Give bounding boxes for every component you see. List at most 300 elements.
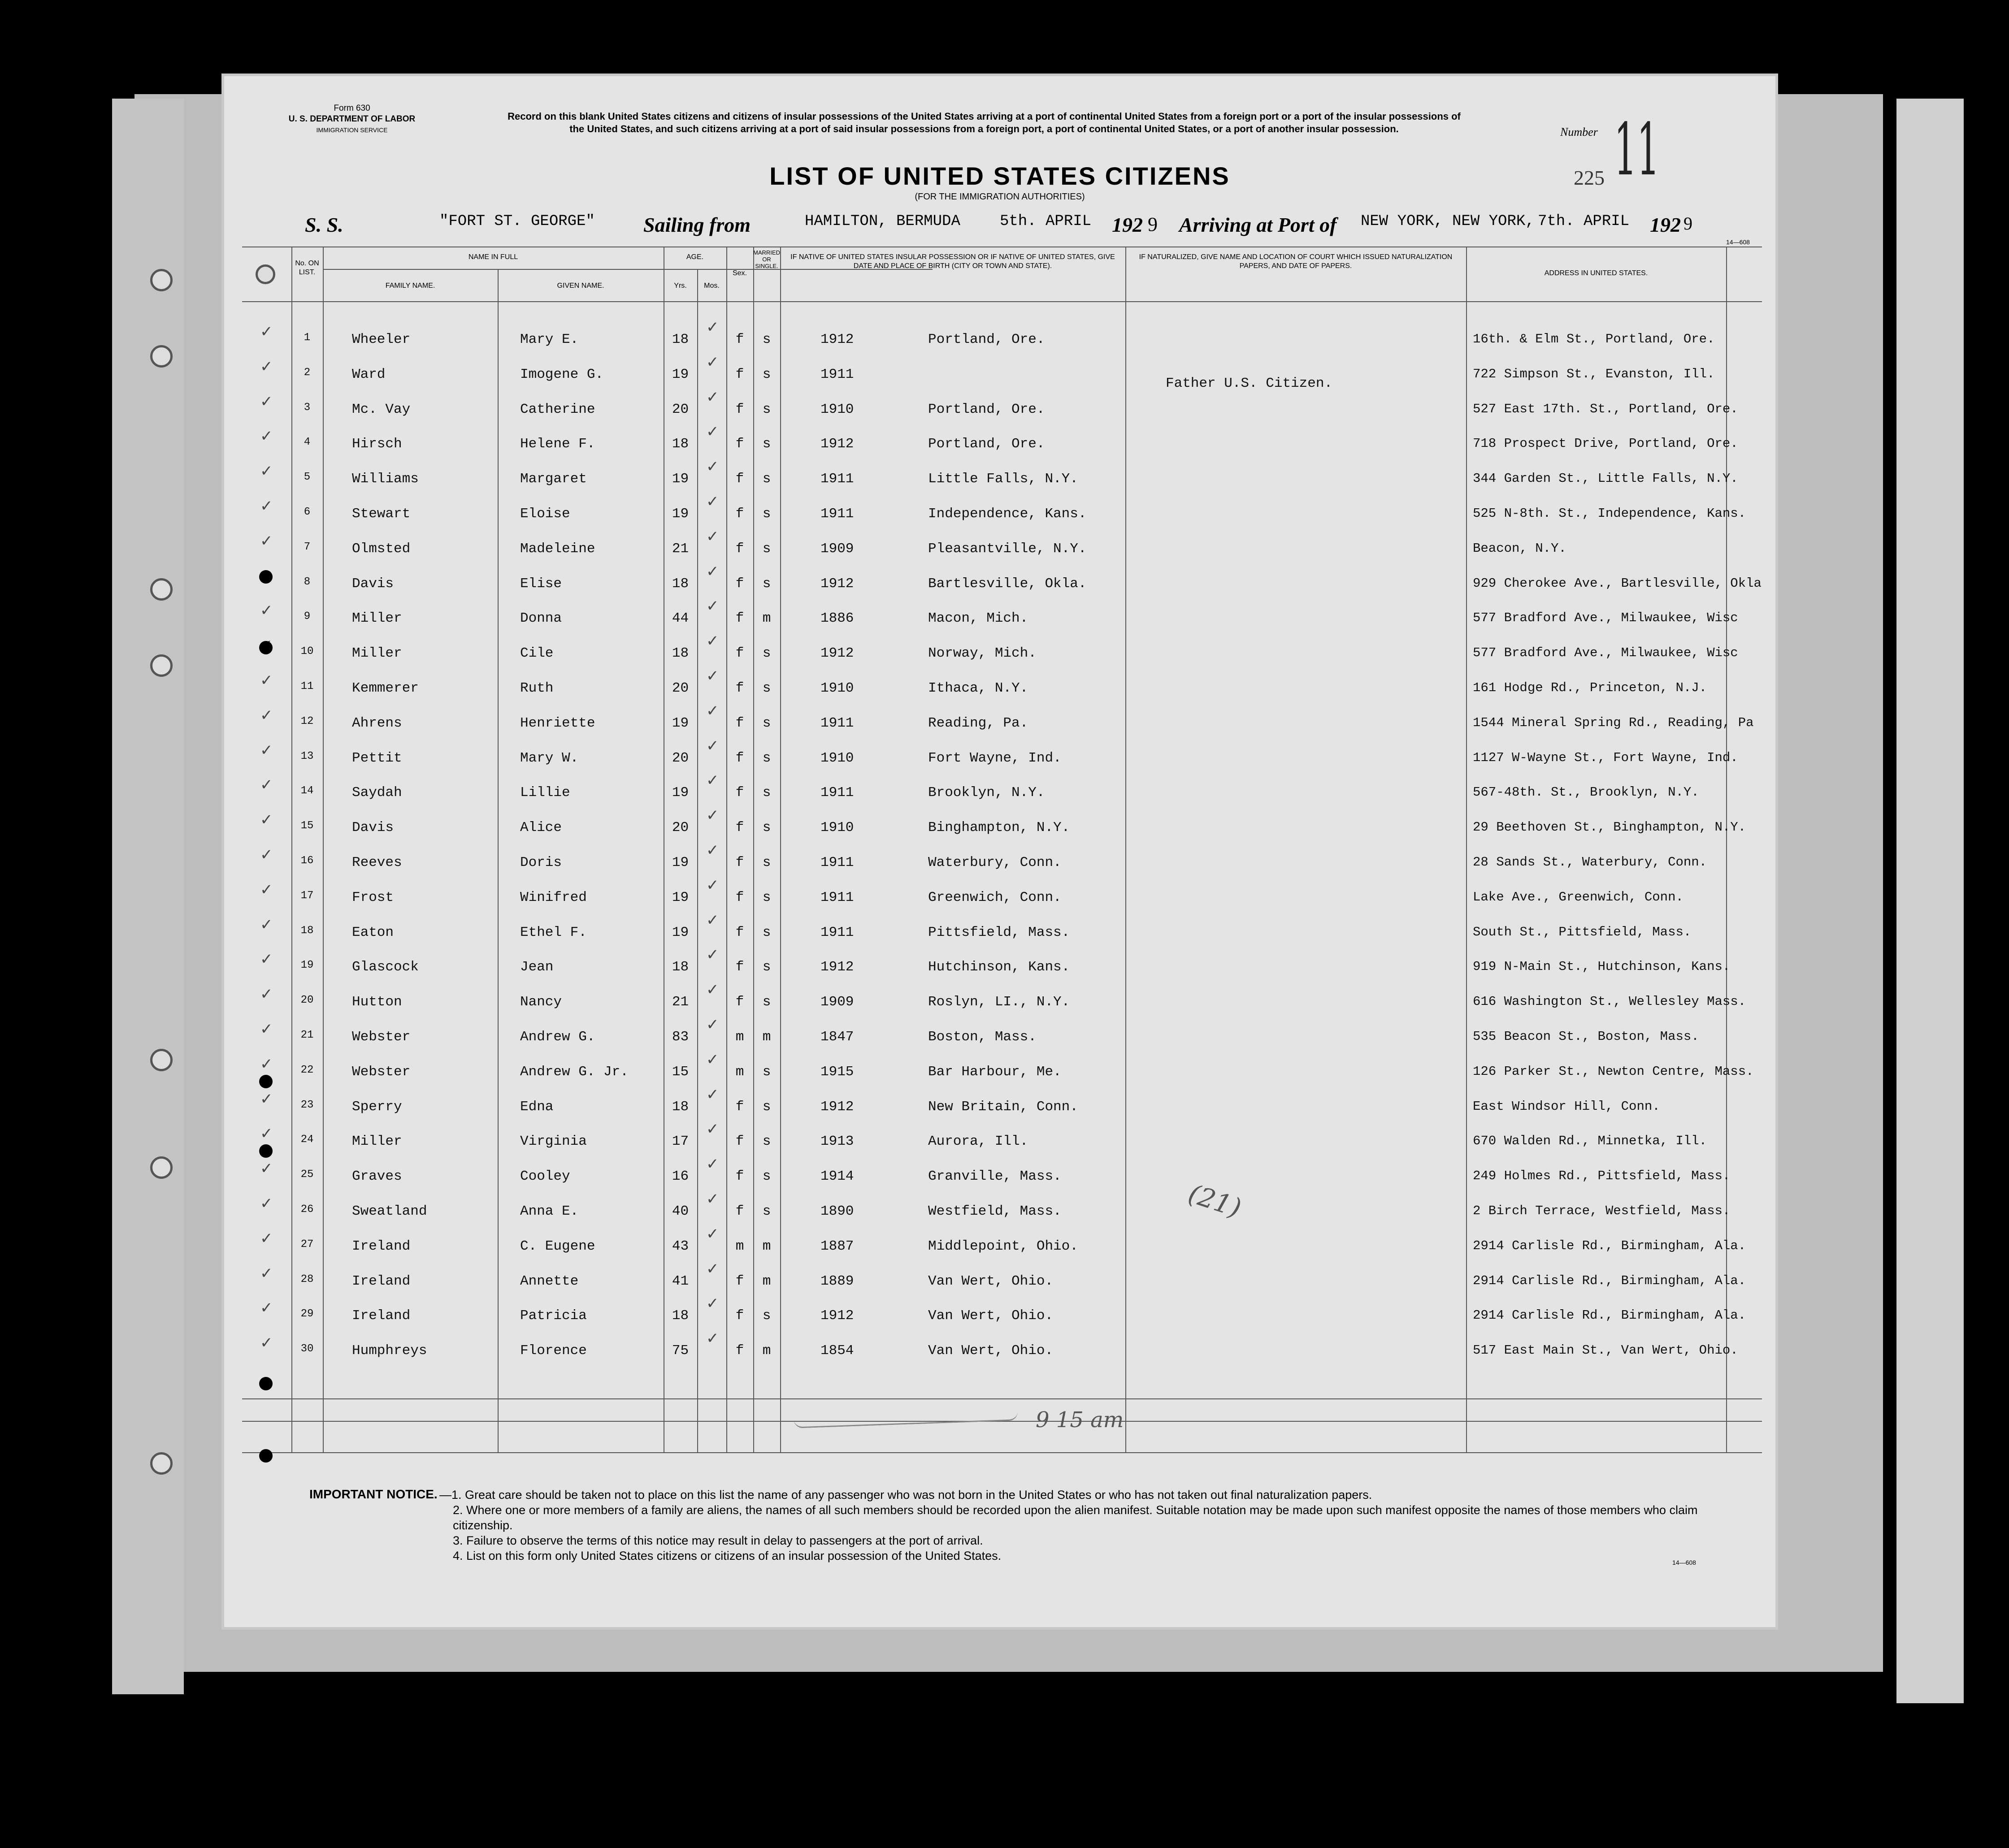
cell-list-number: 13: [300, 750, 314, 762]
cell-birth-place: Little Falls, N.Y.: [928, 471, 1078, 487]
cell-given-name: Doris: [520, 855, 562, 870]
cell-list-number: 21: [300, 1029, 314, 1041]
check-mark-icon: ✓: [706, 982, 719, 999]
cell-address: 344 Garden St., Little Falls, N.Y.: [1473, 471, 1738, 486]
check-mark-icon: ✓: [260, 812, 273, 829]
cell-birth-place: Brooklyn, N.Y.: [928, 785, 1045, 801]
cell-age-years: 19: [672, 506, 689, 522]
sailing-from-label: Sailing from: [643, 213, 751, 236]
cell-married-single: s: [762, 785, 771, 801]
cell-birth-place: Hutchinson, Kans.: [928, 959, 1070, 975]
cell-given-name: Helene F.: [520, 436, 595, 452]
departure-year: 9: [1148, 213, 1158, 235]
check-mark-icon: ✓: [260, 881, 273, 898]
notice-item-1: —1. Great care should be taken not to place on this list the name of any passenger who was not born in the United States or who has not taken out final naturalization papers.: [439, 1488, 1372, 1502]
header-birth: IF NATIVE OF UNITED STATES INSULAR POSSESSION OR IF NATIVE OF UNITED STATES, GIVE DATE AND PLACE OF BIRTH (CITY OR TOWN AND STATE).: [790, 253, 1115, 270]
cell-sex: m: [735, 1064, 744, 1080]
cell-birth-year: 1915: [820, 1064, 854, 1080]
cell-birth-place: Portland, Ore.: [928, 436, 1045, 452]
departure-date: 5th. APRIL: [1000, 213, 1092, 230]
cell-list-number: 4: [304, 436, 311, 449]
check-mark-icon: ✓: [260, 1125, 273, 1143]
header-bottom-rule: [242, 301, 1762, 302]
cell-sex: f: [735, 1273, 744, 1289]
check-mark-icon: ✓: [260, 1300, 273, 1317]
cell-birth-year: 1914: [820, 1169, 854, 1185]
table-bottom-rule: [242, 1452, 1762, 1453]
cell-sex: f: [735, 610, 744, 627]
header-naturalized: IF NATURALIZED, GIVE NAME AND LOCATION OF COURT WHICH ISSUED NATURALIZATION PAPERS, AND DATE OF PAPERS.: [1139, 253, 1453, 270]
cell-age-years: 19: [672, 785, 689, 801]
cell-family-name: Hutton: [352, 994, 402, 1010]
cell-family-name: Wheeler: [352, 332, 411, 347]
cell-list-number: 14: [300, 785, 314, 797]
serial-number: 225: [1574, 166, 1605, 189]
cell-married-single: s: [762, 855, 771, 870]
header-name-in-full: NAME IN FULL: [468, 253, 518, 261]
cell-age-years: 19: [672, 366, 689, 382]
check-mark-icon: ✓: [260, 707, 273, 724]
cell-birth-place: Roslyn, LI., N.Y.: [928, 994, 1070, 1010]
header-yrs: Yrs.: [674, 282, 687, 290]
cell-married-single: m: [762, 1343, 771, 1359]
notice-item-2: 2. Where one or more members of a family are aliens, the names of all such members should be recorded upon the alien manifest. Suitable notation may be made upon such manifest opposite the names of those members who claim citizenship.: [453, 1503, 1698, 1532]
cell-list-number: 11: [300, 680, 314, 692]
cell-address: South St., Pittsfield, Mass.: [1473, 924, 1692, 939]
check-mark-icon: ✓: [706, 668, 719, 684]
cell-age-years: 44: [672, 610, 689, 627]
cell-age-years: 21: [672, 994, 689, 1010]
cell-list-number: 25: [300, 1169, 314, 1181]
ss-label: S. S.: [305, 213, 343, 236]
cell-age-years: 21: [672, 541, 689, 557]
department-name: U. S. DEPARTMENT OF LABOR: [288, 114, 416, 124]
cell-sex: f: [735, 645, 744, 662]
cell-birth-year: 1912: [820, 1308, 854, 1324]
check-mark-icon: ✓: [260, 1195, 273, 1212]
cell-address: 2914 Carlisle Rd., Birmingham, Ala.: [1473, 1238, 1746, 1253]
cell-given-name: Ethel F.: [520, 924, 587, 940]
arrival-year: 9: [1684, 213, 1692, 234]
cell-family-name: Stewart: [352, 506, 411, 522]
cell-birth-year: 1910: [820, 820, 854, 836]
check-mark-icon: ✓: [706, 354, 719, 371]
cell-birth-year: 1911: [820, 785, 854, 801]
cell-sex: f: [735, 1099, 744, 1115]
check-mark-icon: ✓: [260, 847, 273, 863]
cell-family-name: Webster: [352, 1029, 411, 1045]
cell-age-years: 40: [672, 1203, 689, 1219]
form-code-bottom: 14—608: [1672, 1559, 1696, 1566]
cell-birth-year: 1887: [820, 1238, 854, 1254]
col-divider-married-birth: [780, 247, 781, 1452]
punch-hole-dark-1: [259, 570, 273, 584]
cell-family-name: Webster: [352, 1064, 411, 1080]
left-paper-edge: [112, 99, 184, 1694]
cell-married-single: m: [762, 1029, 771, 1045]
cell-list-number: 18: [300, 924, 314, 937]
cell-sex: f: [735, 924, 744, 940]
cell-sex: f: [735, 471, 744, 487]
cell-birth-place: Bartlesville, Okla.: [928, 576, 1087, 592]
check-mark-icon: ✓: [260, 602, 273, 619]
cell-given-name: Cooley: [520, 1169, 570, 1185]
cell-list-number: 24: [300, 1134, 314, 1146]
col-divider-no-left: [291, 247, 292, 1452]
header-mos: Mos.: [704, 282, 720, 290]
check-mark-icon: ✓: [706, 459, 719, 476]
cell-married-single: s: [762, 680, 771, 696]
cell-sex: f: [735, 436, 744, 452]
check-mark-icon: ✓: [706, 528, 719, 545]
check-mark-icon: ✓: [706, 1295, 719, 1312]
cell-age-years: 75: [672, 1343, 689, 1359]
cell-given-name: Imogene G.: [520, 366, 604, 382]
cell-address: 28 Sands St., Waterbury, Conn.: [1473, 855, 1707, 870]
cell-family-name: Saydah: [352, 785, 402, 801]
check-mark-icon: ✓: [260, 1265, 273, 1282]
cell-birth-year: 1912: [820, 436, 854, 452]
cell-given-name: Alice: [520, 820, 562, 836]
cell-list-number: 20: [300, 994, 314, 1007]
cell-list-number: 1: [304, 332, 311, 344]
cell-family-name: Pettit: [352, 750, 402, 766]
cell-family-name: Sperry: [352, 1099, 402, 1115]
cell-sex: f: [735, 959, 744, 975]
check-mark-icon: ✓: [706, 1260, 719, 1277]
cell-birth-year: 1912: [820, 645, 854, 662]
cell-address: 722 Simpson St., Evanston, Ill.: [1473, 366, 1715, 381]
cell-sex: f: [735, 401, 744, 417]
number-label: Number: [1560, 126, 1598, 138]
cell-address: 525 N-8th. St., Independence, Kans.: [1473, 506, 1746, 521]
cell-list-number: 2: [304, 366, 311, 379]
cell-given-name: Winifred: [520, 889, 587, 905]
cell-birth-year: 1911: [820, 715, 854, 731]
col-divider-family-given: [498, 269, 499, 1452]
cell-married-single: s: [762, 436, 771, 452]
cell-age-years: 20: [672, 750, 689, 766]
cell-given-name: Eloise: [520, 506, 570, 522]
cell-family-name: Davis: [352, 576, 394, 592]
cell-given-name: Cile: [520, 645, 554, 662]
cell-married-single: s: [762, 750, 771, 766]
check-mark-icon: ✓: [260, 393, 273, 410]
cell-sex: f: [735, 541, 744, 557]
cell-given-name: Mary W.: [520, 750, 579, 766]
list-number: 11: [1614, 108, 1660, 191]
cell-birth-year: 1911: [820, 471, 854, 487]
check-mark-icon: ✓: [706, 633, 719, 650]
cell-address: 517 East Main St., Van Wert, Ohio.: [1473, 1343, 1738, 1358]
check-mark-icon: ✓: [706, 493, 719, 510]
cell-given-name: Mary E.: [520, 332, 579, 347]
cell-sex: f: [735, 332, 744, 347]
form-number: Form 630: [334, 104, 370, 113]
cell-list-number: 6: [304, 506, 311, 518]
cell-birth-place: Boston, Mass.: [928, 1029, 1037, 1045]
cell-sex: f: [735, 715, 744, 731]
cell-married-single: s: [762, 506, 771, 522]
cell-address: 249 Holmes Rd., Pittsfield, Mass.: [1473, 1169, 1731, 1184]
punch-hole-6: [150, 1049, 173, 1071]
cell-age-years: 41: [672, 1273, 689, 1289]
col-divider-birth-naturalized: [1125, 247, 1126, 1452]
check-mark-icon: ✓: [706, 1086, 719, 1103]
table-footer-rule-1: [242, 1398, 1762, 1399]
punch-hole-1: [256, 264, 275, 284]
check-mark-icon: ✓: [260, 777, 273, 794]
cell-birth-place: Ithaca, N.Y.: [928, 680, 1028, 696]
cell-address: 16th. & Elm St., Portland, Ore.: [1473, 332, 1715, 346]
cell-given-name: Elise: [520, 576, 562, 592]
check-mark-icon: ✓: [260, 951, 273, 968]
cell-given-name: Edna: [520, 1099, 554, 1115]
cell-married-single: s: [762, 959, 771, 975]
cell-list-number: 22: [300, 1064, 314, 1076]
check-mark-icon: ✓: [706, 598, 719, 615]
cell-age-years: 20: [672, 401, 689, 417]
col-divider-address-right: [1726, 247, 1727, 1452]
cell-birth-year: 1911: [820, 855, 854, 870]
cell-family-name: Hirsch: [352, 436, 402, 452]
cell-family-name: Reeves: [352, 855, 402, 870]
check-mark-icon: ✓: [260, 324, 273, 340]
cell-sex: f: [735, 994, 744, 1010]
cell-given-name: Henriette: [520, 715, 595, 731]
cell-address: 126 Parker St., Newton Centre, Mass.: [1473, 1064, 1754, 1079]
cell-sex: m: [735, 1238, 744, 1254]
cell-list-number: 9: [304, 610, 311, 623]
cell-birth-place: Macon, Mich.: [928, 610, 1028, 627]
cell-age-years: 15: [672, 1064, 689, 1080]
check-mark-icon: ✓: [260, 986, 273, 1003]
check-mark-icon: ✓: [260, 498, 273, 515]
cell-address: 1127 W-Wayne St., Fort Wayne, Ind.: [1473, 750, 1738, 765]
punch-hole-dark-2: [259, 641, 273, 654]
cell-family-name: Ireland: [352, 1238, 411, 1254]
cell-address: 577 Bradford Ave., Milwaukee, Wisc: [1473, 645, 1738, 661]
cell-given-name: Jean: [520, 959, 554, 975]
cell-birth-year: 1912: [820, 576, 854, 592]
cell-birth-place: Van Wert, Ohio.: [928, 1273, 1054, 1289]
cell-sex: f: [735, 785, 744, 801]
check-mark-icon: ✓: [260, 916, 273, 933]
cell-family-name: Graves: [352, 1169, 402, 1185]
form-code-top: 14—608: [1726, 238, 1750, 246]
cell-age-years: 17: [672, 1134, 689, 1150]
page-title: LIST OF UNITED STATES CITIZENS: [769, 162, 1230, 190]
cell-sex: f: [735, 1203, 744, 1219]
punch-hole-3: [150, 345, 173, 368]
check-mark-icon: ✓: [260, 742, 273, 759]
header-family-name: FAMILY NAME.: [385, 282, 435, 290]
check-mark-icon: ✓: [260, 358, 273, 375]
handwritten-stamp-note: (21): [1185, 1178, 1245, 1224]
cell-age-years: 19: [672, 889, 689, 905]
check-mark-icon: ✓: [706, 842, 719, 859]
cell-married-single: s: [762, 994, 771, 1010]
notice-body: [439, 1487, 1740, 1563]
cell-birth-year: 1909: [820, 994, 854, 1010]
cell-list-number: 5: [304, 471, 311, 484]
cell-family-name: Miller: [352, 645, 402, 662]
cell-married-single: s: [762, 1203, 771, 1219]
cell-given-name: Florence: [520, 1343, 587, 1359]
cell-list-number: 23: [300, 1099, 314, 1111]
cell-family-name: Humphreys: [352, 1343, 427, 1359]
cell-family-name: Ward: [352, 366, 386, 382]
cell-birth-place: Binghampton, N.Y.: [928, 820, 1070, 836]
cell-given-name: Lillie: [520, 785, 570, 801]
cell-family-name: Ahrens: [352, 715, 402, 731]
check-mark-icon: ✓: [706, 1051, 719, 1068]
cell-married-single: s: [762, 471, 771, 487]
cell-birth-place: Greenwich, Conn.: [928, 889, 1062, 905]
cell-given-name: Patricia: [520, 1308, 587, 1324]
cell-family-name: Miller: [352, 1134, 402, 1150]
cell-naturalization: Father U.S. Citizen.: [1166, 375, 1333, 391]
cell-address: 161 Hodge Rd., Princeton, N.J.: [1473, 680, 1707, 695]
cell-birth-place: New Britain, Conn.: [928, 1099, 1078, 1115]
cell-family-name: Davis: [352, 820, 394, 836]
arriving-label: Arriving at Port of: [1179, 213, 1337, 236]
cell-family-name: Glascock: [352, 959, 419, 975]
cell-given-name: Virginia: [520, 1134, 587, 1150]
cell-birth-place: Pittsfield, Mass.: [928, 924, 1070, 940]
header-married-or-single: MARRIED OR SINGLE.: [753, 249, 780, 269]
cell-sex: f: [735, 366, 744, 382]
cell-married-single: s: [762, 1169, 771, 1185]
cell-birth-year: 1886: [820, 610, 854, 627]
cell-given-name: Andrew G. Jr.: [520, 1064, 629, 1080]
cell-married-single: s: [762, 1064, 771, 1080]
header-given-name: GIVEN NAME.: [557, 282, 604, 290]
col-divider-age-sex: [726, 247, 727, 1452]
cell-list-number: 16: [300, 855, 314, 867]
cell-age-years: 18: [672, 1308, 689, 1324]
cell-address: Lake Ave., Greenwich, Conn.: [1473, 889, 1684, 905]
cell-list-number: 27: [300, 1238, 314, 1251]
header-address: ADDRESS IN UNITED STATES.: [1544, 269, 1648, 277]
check-mark-icon: ✓: [706, 563, 719, 580]
cell-list-number: 26: [300, 1203, 314, 1216]
cell-sex: f: [735, 506, 744, 522]
cell-married-single: s: [762, 715, 771, 731]
punch-hole-8: [150, 1452, 173, 1475]
cell-birth-year: 1913: [820, 1134, 854, 1150]
page-subtitle: (FOR THE IMMIGRATION AUTHORITIES): [915, 192, 1085, 202]
punch-hole-dark-3: [259, 1075, 273, 1088]
cell-given-name: Catherine: [520, 401, 595, 417]
manifest-page: [224, 76, 1775, 1627]
punch-hole-2: [150, 269, 173, 291]
cell-birth-place: Granville, Mass.: [928, 1169, 1062, 1185]
col-divider-naturalized-address: [1466, 247, 1467, 1452]
check-mark-icon: ✓: [706, 1330, 719, 1347]
cell-sex: m: [735, 1029, 744, 1045]
cell-family-name: Kemmerer: [352, 680, 419, 696]
cell-birth-place: Middlepoint, Ohio.: [928, 1238, 1078, 1254]
cell-list-number: 7: [304, 541, 311, 553]
cell-address: 567-48th. St., Brooklyn, N.Y.: [1473, 785, 1699, 800]
cell-list-number: 17: [300, 889, 314, 902]
cell-birth-place: Independence, Kans.: [928, 506, 1087, 522]
cell-married-single: s: [762, 541, 771, 557]
cell-sex: f: [735, 889, 744, 905]
cell-married-single: s: [762, 366, 771, 382]
cell-list-number: 10: [300, 645, 314, 658]
cell-married-single: s: [762, 889, 771, 905]
cell-sex: f: [735, 1134, 744, 1150]
check-mark-icon: ✓: [706, 772, 719, 789]
punch-hole-5: [150, 654, 173, 677]
cell-given-name: Annette: [520, 1273, 579, 1289]
col-divider-yrs-mos: [697, 269, 698, 1452]
cell-address: 29 Beethoven St., Binghampton, N.Y.: [1473, 820, 1746, 835]
cell-list-number: 19: [300, 959, 314, 972]
check-mark-icon: ✓: [260, 463, 273, 480]
cell-birth-place: Aurora, Ill.: [928, 1134, 1028, 1150]
arrival-port: NEW YORK, NEW YORK,: [1361, 213, 1535, 230]
check-mark-icon: ✓: [706, 389, 719, 406]
cell-married-single: s: [762, 645, 771, 662]
cell-family-name: Mc. Vay: [352, 401, 411, 417]
cell-sex: f: [735, 855, 744, 870]
punch-hole-dark-5: [259, 1377, 273, 1390]
cell-family-name: Ireland: [352, 1273, 411, 1289]
check-mark-icon: ✓: [260, 1230, 273, 1247]
cell-age-years: 18: [672, 576, 689, 592]
cell-list-number: 30: [300, 1343, 314, 1355]
cell-family-name: Miller: [352, 610, 402, 627]
cell-sex: f: [735, 576, 744, 592]
cell-list-number: 3: [304, 401, 311, 414]
punch-hole-dark-6: [259, 1449, 273, 1463]
check-mark-icon: ✓: [260, 1056, 273, 1073]
cell-birth-year: 1910: [820, 750, 854, 766]
cell-family-name: Sweatland: [352, 1203, 427, 1219]
check-mark-icon: ✓: [260, 1021, 273, 1038]
check-mark-icon: ✓: [706, 1121, 719, 1138]
cell-sex: f: [735, 1308, 744, 1324]
cell-family-name: Eaton: [352, 924, 394, 940]
cell-age-years: 19: [672, 924, 689, 940]
notice-item-4: 4. List on this form only United States citizens or citizens of an insular possession of the United States.: [453, 1549, 1002, 1562]
cell-address: 670 Walden Rd., Minnetka, Ill.: [1473, 1134, 1707, 1149]
right-paper-edge: [1896, 99, 1964, 1703]
cell-given-name: Donna: [520, 610, 562, 627]
check-mark-icon: ✓: [706, 947, 719, 964]
cell-age-years: 16: [672, 1169, 689, 1185]
cell-birth-year: 1911: [820, 889, 854, 905]
check-mark-icon: ✓: [706, 877, 719, 894]
cell-address: 577 Bradford Ave., Milwaukee, Wisc: [1473, 610, 1738, 626]
passenger-table: [242, 247, 1762, 1493]
cell-married-single: m: [762, 610, 771, 627]
notice-heading: IMPORTANT NOTICE.: [309, 1487, 438, 1501]
cell-given-name: Nancy: [520, 994, 562, 1010]
cell-age-years: 18: [672, 1099, 689, 1115]
cell-address: 718 Prospect Drive, Portland, Ore.: [1473, 436, 1738, 451]
cell-birth-year: 1910: [820, 401, 854, 417]
arrival-date: 7th. APRIL: [1538, 213, 1630, 230]
cell-married-single: s: [762, 401, 771, 417]
cell-birth-year: 1847: [820, 1029, 854, 1045]
cell-married-single: s: [762, 1134, 771, 1150]
check-mark-icon: ✓: [260, 672, 273, 689]
cell-list-number: 15: [300, 820, 314, 832]
